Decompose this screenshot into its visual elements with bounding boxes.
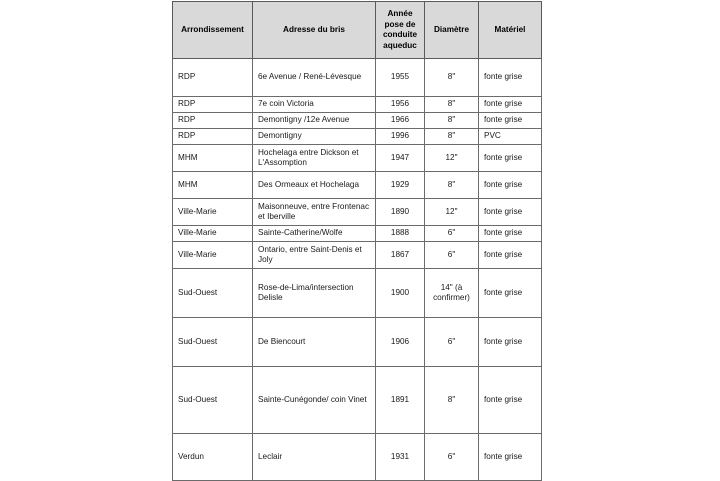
water-main-breaks-table	[172, 1, 542, 481]
cell-adresse: Rose-de-Lima/intersection Delisle	[253, 269, 376, 318]
table-row	[173, 367, 542, 434]
cell-annee: 1906	[376, 318, 425, 367]
cell-arrondissement: MHM	[173, 145, 253, 172]
cell-diametre: 8"	[425, 113, 479, 129]
table-row	[173, 113, 542, 129]
cell-materiel: fonte grise	[479, 242, 542, 269]
cell-materiel: fonte grise	[479, 226, 542, 242]
cell-annee: 1890	[376, 199, 425, 226]
table-row	[173, 172, 542, 199]
table-row	[173, 269, 542, 318]
cell-diametre: 6"	[425, 226, 479, 242]
cell-annee: 1956	[376, 97, 425, 113]
cell-adresse: Ontario, entre Saint-Denis et Joly	[253, 242, 376, 269]
cell-annee: 1966	[376, 113, 425, 129]
cell-materiel: fonte grise	[479, 145, 542, 172]
column-header-annee: Année pose de conduite aqueduc	[376, 2, 425, 59]
cell-materiel: fonte grise	[479, 172, 542, 199]
table-row	[173, 129, 542, 145]
column-header-adresse: Adresse du bris	[253, 2, 376, 59]
cell-arrondissement: Ville-Marie	[173, 242, 253, 269]
table-row	[173, 242, 542, 269]
cell-annee: 1888	[376, 226, 425, 242]
cell-diametre: 12"	[425, 199, 479, 226]
table-body	[173, 59, 542, 481]
cell-materiel: fonte grise	[479, 269, 542, 318]
cell-diametre: 8"	[425, 59, 479, 97]
cell-annee: 1996	[376, 129, 425, 145]
cell-adresse: Hochelaga entre Dickson et L'Assomption	[253, 145, 376, 172]
cell-annee: 1900	[376, 269, 425, 318]
cell-annee: 1931	[376, 434, 425, 481]
table-row	[173, 199, 542, 226]
cell-materiel: fonte grise	[479, 113, 542, 129]
cell-materiel: fonte grise	[479, 367, 542, 434]
cell-adresse: Sainte-Catherine/Wolfe	[253, 226, 376, 242]
cell-annee: 1955	[376, 59, 425, 97]
cell-annee: 1947	[376, 145, 425, 172]
cell-adresse: Sainte-Cunégonde/ coin Vinet	[253, 367, 376, 434]
cell-arrondissement: Sud-Ouest	[173, 367, 253, 434]
cell-arrondissement: RDP	[173, 113, 253, 129]
cell-diametre: 8"	[425, 129, 479, 145]
cell-adresse: 7e coin Victoria	[253, 97, 376, 113]
cell-diametre: 6"	[425, 242, 479, 269]
table-row	[173, 97, 542, 113]
cell-adresse: Maisonneuve, entre Frontenac et Iberville	[253, 199, 376, 226]
cell-diametre: 6"	[425, 318, 479, 367]
cell-annee: 1891	[376, 367, 425, 434]
column-header-arrondissement: Arrondissement	[173, 2, 253, 59]
table-header-row	[173, 2, 542, 59]
cell-adresse: Demontigny	[253, 129, 376, 145]
cell-diametre: 12"	[425, 145, 479, 172]
table-row	[173, 226, 542, 242]
column-header-materiel: Matériel	[479, 2, 542, 59]
cell-diametre: 8"	[425, 172, 479, 199]
table-row	[173, 318, 542, 367]
cell-annee: 1929	[376, 172, 425, 199]
cell-arrondissement: Sud-Ouest	[173, 269, 253, 318]
cell-diametre: 14" (à confirmer)	[425, 269, 479, 318]
cell-adresse: Des Ormeaux et Hochelaga	[253, 172, 376, 199]
cell-materiel: fonte grise	[479, 199, 542, 226]
table-row	[173, 434, 542, 481]
cell-arrondissement: MHM	[173, 172, 253, 199]
table-row	[173, 59, 542, 97]
cell-diametre: 8"	[425, 367, 479, 434]
water-main-breaks-table-container	[172, 1, 541, 481]
table-row	[173, 145, 542, 172]
cell-arrondissement: Sud-Ouest	[173, 318, 253, 367]
cell-materiel: fonte grise	[479, 59, 542, 97]
cell-arrondissement: RDP	[173, 97, 253, 113]
cell-arrondissement: Ville-Marie	[173, 199, 253, 226]
cell-adresse: De Biencourt	[253, 318, 376, 367]
cell-arrondissement: RDP	[173, 59, 253, 97]
cell-diametre: 8"	[425, 97, 479, 113]
cell-adresse: Demontigny /12e Avenue	[253, 113, 376, 129]
cell-adresse: 6e Avenue / René-Lévesque	[253, 59, 376, 97]
table-header	[173, 2, 542, 59]
cell-adresse: Leclair	[253, 434, 376, 481]
cell-materiel: fonte grise	[479, 434, 542, 481]
cell-arrondissement: Ville-Marie	[173, 226, 253, 242]
cell-arrondissement: Verdun	[173, 434, 253, 481]
cell-materiel: PVC	[479, 129, 542, 145]
cell-materiel: fonte grise	[479, 318, 542, 367]
cell-materiel: fonte grise	[479, 97, 542, 113]
column-header-diametre: Diamètre	[425, 2, 479, 59]
cell-diametre: 6"	[425, 434, 479, 481]
cell-arrondissement: RDP	[173, 129, 253, 145]
cell-annee: 1867	[376, 242, 425, 269]
